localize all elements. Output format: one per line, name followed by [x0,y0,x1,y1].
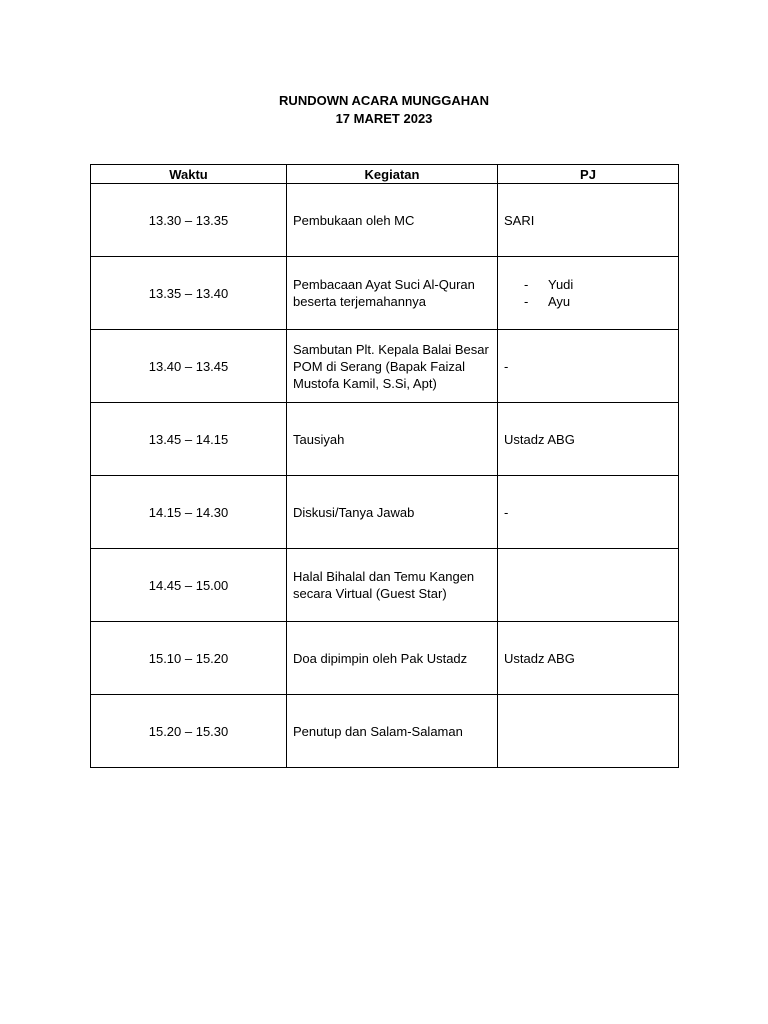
header-kegiatan: Kegiatan [287,165,498,184]
table-row [91,257,679,330]
table-row [91,330,679,403]
cell-pj: Ustadz ABG [498,403,679,476]
cell-pj [498,695,679,768]
cell-waktu: 15.20 – 15.30 [91,695,287,768]
header-waktu: Waktu [91,165,287,184]
cell-kegiatan: Penutup dan Salam-Salaman [287,695,498,768]
cell-pj: - [498,476,679,549]
cell-waktu: 15.10 – 15.20 [91,622,287,695]
title-line-1: RUNDOWN ACARA MUNGGAHAN [279,93,489,108]
pj-list-item: - Yudi [524,276,672,293]
pj-list [504,276,672,310]
pj-list-item: - Ayu [524,293,672,310]
cell-pj: Ustadz ABG [498,622,679,695]
cell-kegiatan: Pembukaan oleh MC [287,184,498,257]
header-pj: PJ [498,165,679,184]
document-title [0,92,768,128]
cell-waktu: 13.40 – 13.45 [91,330,287,403]
cell-waktu: 14.15 – 14.30 [91,476,287,549]
cell-waktu: 13.30 – 13.35 [91,184,287,257]
cell-kegiatan: Doa dipimpin oleh Pak Ustadz [287,622,498,695]
cell-waktu: 13.45 – 14.15 [91,403,287,476]
table-row [91,695,679,768]
cell-kegiatan: Halal Bihalal dan Temu Kangen secara Virtual (Guest Star) [287,549,498,622]
cell-pj [498,257,679,330]
cell-waktu: 14.45 – 15.00 [91,549,287,622]
table-row [91,184,679,257]
rundown-table [90,164,679,768]
cell-pj: SARI [498,184,679,257]
cell-waktu: 13.35 – 13.40 [91,257,287,330]
table-row [91,476,679,549]
title-date: 17 MARET 2023 [335,111,433,126]
table-row [91,403,679,476]
table-row [91,622,679,695]
cell-kegiatan: Tausiyah [287,403,498,476]
cell-kegiatan: Pembacaan Ayat Suci Al-Quran beserta terjemahannya [287,257,498,330]
cell-kegiatan: Sambutan Plt. Kepala Balai Besar POM di Serang (Bapak Faizal Mustofa Kamil, S.Si, Apt) [287,330,498,403]
table-header-row [91,165,679,184]
cell-pj: - [498,330,679,403]
table-row [91,549,679,622]
cell-kegiatan: Diskusi/Tanya Jawab [287,476,498,549]
cell-pj [498,549,679,622]
